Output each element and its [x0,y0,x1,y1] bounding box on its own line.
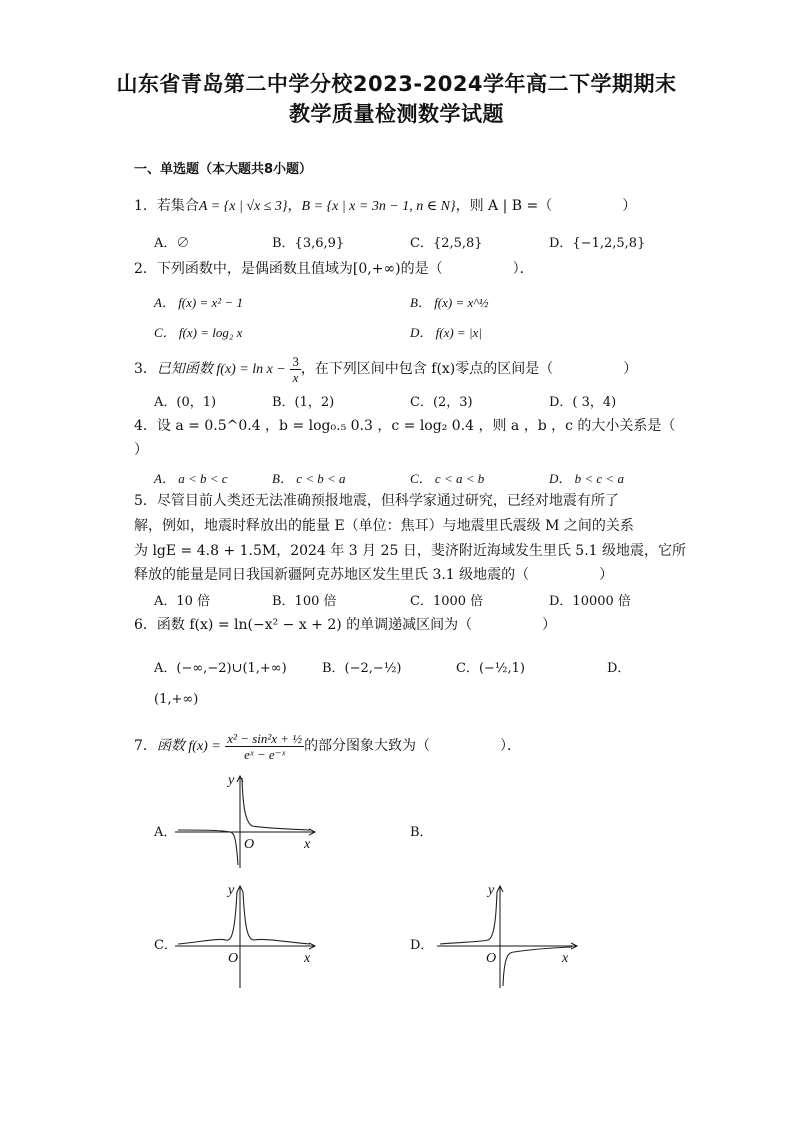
q6-option-b[interactable]: B．(−2,−½) [322,661,402,676]
q5-option-b[interactable]: B．100 倍 [272,594,337,609]
question-number: 6． [134,617,157,633]
q1-option-b[interactable]: B．{3,6,9} [272,236,345,251]
question-stem: 设 a = 0.5^0.4 ，b = log₀.₅ 0.3 ，c = log₂ 0.4 ，则 a ，b ，c 的大小关系是（ [156,418,676,434]
question-stem-end: ，在下列区间中包含 f(x)零点的区间是（ ） [300,361,638,377]
fraction [225,731,304,762]
curve-right [242,778,310,830]
question-number: 4． [134,418,157,434]
q1-option-a[interactable]: A．∅ [154,236,190,251]
question-number: 5． [134,493,157,509]
question-2 [134,260,534,278]
question-stem-end: 的部分图象大致为（ ）． [304,738,522,754]
q5-option-d[interactable]: D．10000 倍 [549,594,631,609]
axis-label-y: y [228,883,235,898]
q4-option-b[interactable]: B． c < b < a [272,471,346,486]
q1-option-c[interactable]: C．{2,5,8} [410,236,483,251]
axis-label-o: O [486,951,497,966]
q2-option-b[interactable]: B． f(x) = x^½ [410,295,489,310]
question-3 [134,352,637,387]
question-6 [134,616,556,634]
question-5-line4: 释放的能量是同日我国新疆阿克苏地区发生里氏 3.1 级地震的（ ） [134,567,614,583]
separator: ， [287,198,302,214]
q3-option-c[interactable]: C．(2，3) [410,395,473,410]
question-number: 3． [134,361,157,377]
q4-option-d[interactable]: D． b < c < a [549,471,624,486]
axis-label-o: O [228,951,239,966]
section-heading: 一、单选题（本大题共8小题） [134,162,313,177]
question-stem: 函数 f(x) = ln(−x² − x + 2) 的单调递减区间为（ ） [156,617,557,633]
q3-option-d[interactable]: D．( 3，4) [549,395,617,410]
axis-label-y: y [488,883,495,898]
question-stem: 若集合 [156,198,199,214]
axis-label-o: O [244,837,255,852]
q4-option-c[interactable]: C． c < a < b [410,471,485,486]
fraction-numerator: 3 [292,353,299,369]
q6-option-d[interactable]: D． [607,661,631,676]
q5-option-a[interactable]: A．10 倍 [154,594,211,609]
curve-left [178,892,237,944]
axis-label-y: y [228,773,235,788]
question-4 [134,417,675,435]
fraction-numerator: x² − sin²x + ½ [227,730,303,746]
graph-option-c [170,880,320,990]
q6-option-d-cont: (1,+∞) [154,692,199,707]
q3-option-b[interactable]: B．(1，2) [272,395,335,410]
question-stem-line: 尽管目前人类还无法准确预报地震，但科学家通过研究，已经对地震有所了 [156,493,619,509]
q3-option-a[interactable]: A．(0，1) [154,395,217,410]
question-stem: 函数 f(x) = [156,739,221,754]
q1-option-d[interactable]: D．{−1,2,5,8} [549,236,646,251]
axis-label-x: x [562,951,569,966]
curve-right [243,892,310,944]
fraction-denominator: x [292,369,299,385]
q5-option-c[interactable]: C．1000 倍 [410,594,484,609]
fraction [290,354,301,385]
question-number: 1． [134,198,157,214]
axis-label-x: x [304,951,311,966]
set-b: B = {x | x = 3n − 1, n ∈ N} [301,199,456,214]
exam-title-line2: 教学质量检测数学试题 [289,102,504,126]
q6-option-c[interactable]: C．(−½,1) [456,661,525,676]
q7-option-a[interactable]: A． [154,825,177,840]
exam-title-line1: 山东省青岛第二中学分校2023-2024学年高二下学期期末 [116,72,677,96]
question-stem: 下列函数中，是偶函数且值域为[0,+∞)的是（ ）． [156,261,534,277]
curve-left [178,830,238,865]
q4-option-a[interactable]: A． a < b < c [154,471,228,486]
question-number: 2． [134,261,157,277]
question-stem: 已知函数 f(x) = ln x − [156,362,286,377]
q2-option-c[interactable]: C． f(x) = log₂ x [154,325,243,340]
q2-option-d[interactable]: D． f(x) = |x| [410,325,482,340]
curve-left [440,892,497,944]
question-7 [134,726,521,767]
question-4-cont: ） [134,442,148,458]
q2-option-a[interactable]: A． f(x) = x² − 1 [154,295,243,310]
question-1 [134,197,636,216]
fraction-denominator: eˣ − e⁻ˣ [244,746,286,762]
question-5-line3: 为 lgE = 4.8 + 1.5M，2024 年 3 月 25 日，斐济附近海域发生里氏 5.1 级地震，它所 [134,543,687,559]
axis-label-x: x [304,837,311,852]
question-5-line2: 解，例如，地震时释放出的能量 E（单位：焦耳）与地震里氏震级 M 之间的关系 [134,518,634,534]
q7-option-d[interactable]: D． [410,938,434,953]
question-stem-end: ，则 A | B =（ ） [455,198,637,214]
question-number: 7． [134,738,157,754]
q6-option-a[interactable]: A．(−∞,−2)∪(1,+∞) [154,661,287,676]
set-a: A = {x | √x ≤ 3} [198,199,288,214]
graph-option-d [432,880,582,990]
q7-option-b[interactable]: B． [410,825,433,840]
graph-option-a [170,770,320,870]
q7-option-c[interactable]: C． [154,938,177,953]
question-5 [134,492,619,510]
